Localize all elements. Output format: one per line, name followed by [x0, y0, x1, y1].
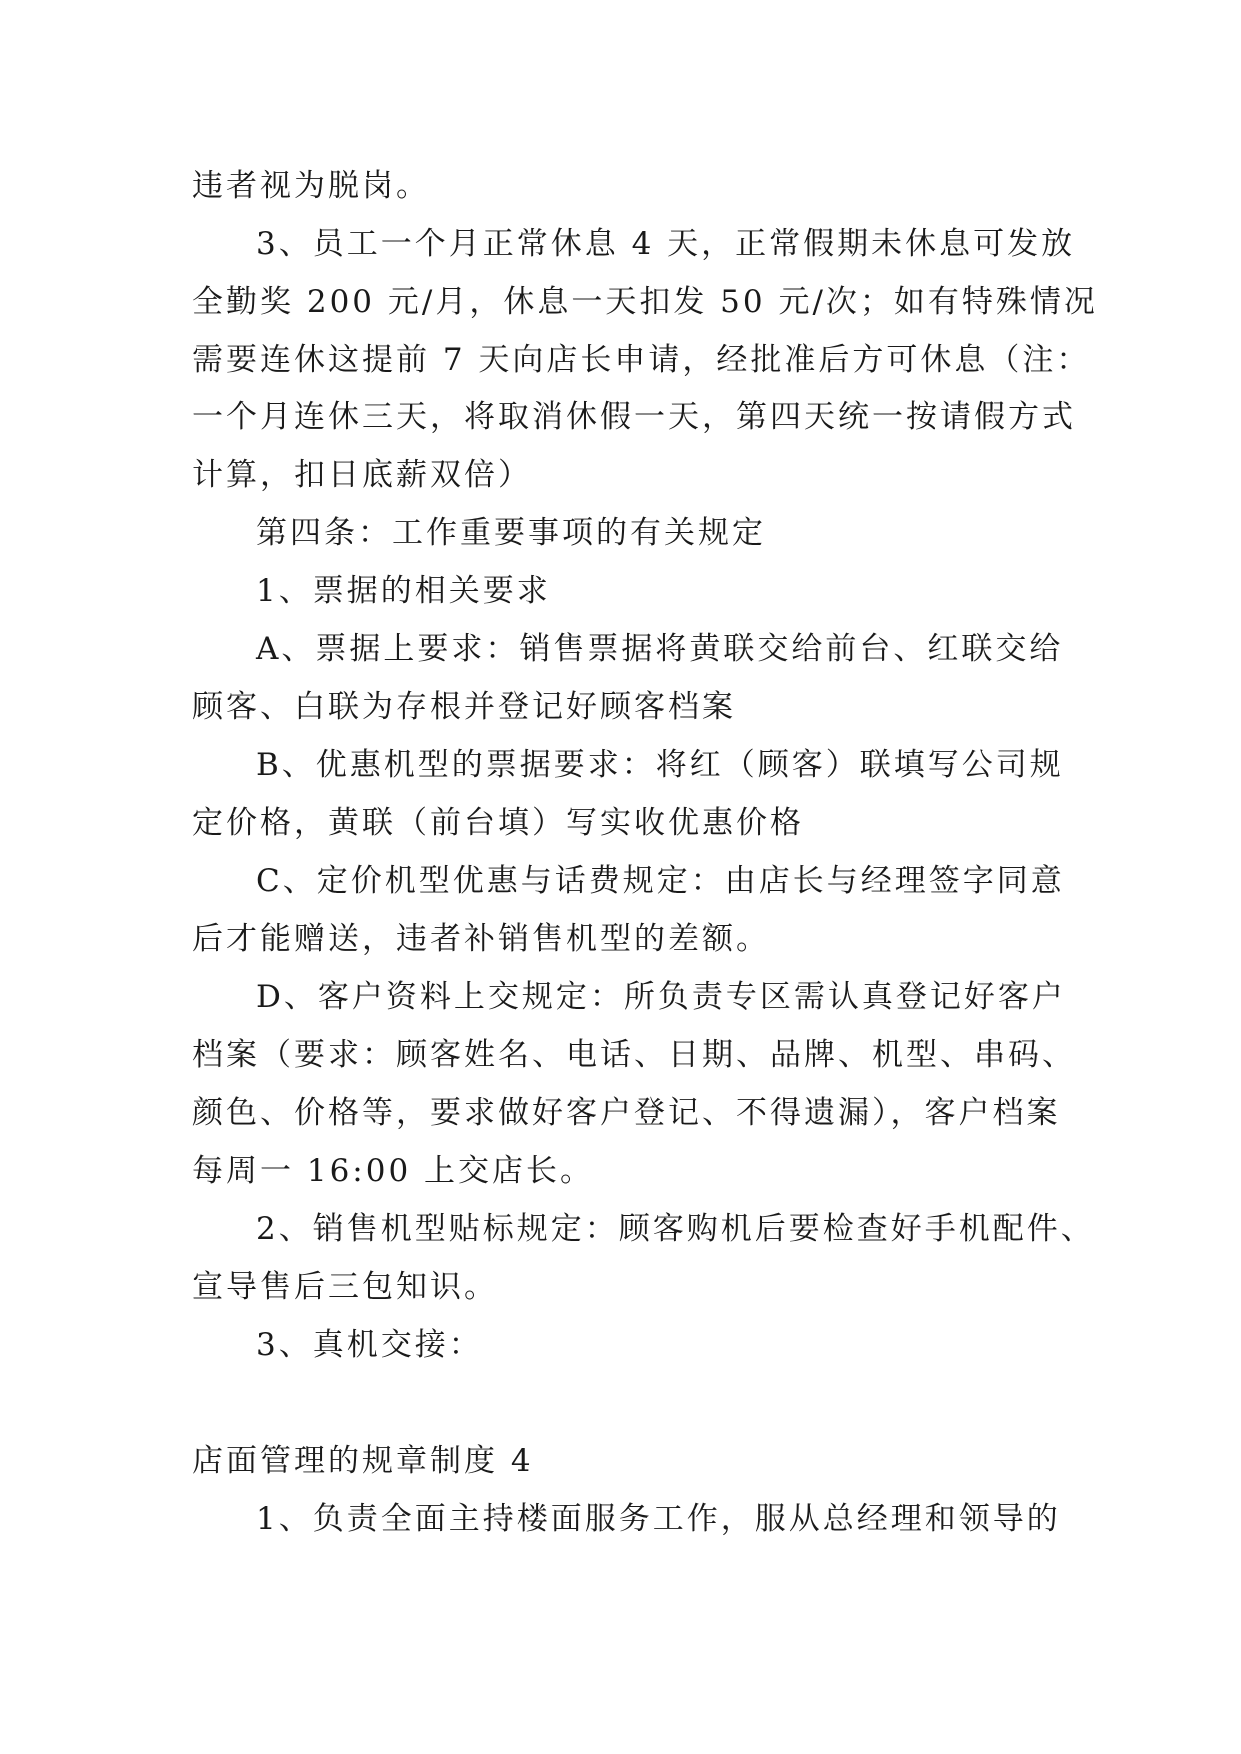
paragraph-line: 违者视为脱岗。: [192, 168, 430, 204]
paragraph-line: 3、真机交接：: [256, 1327, 483, 1363]
document-title: 店面管理的规章制度 4: [192, 1443, 534, 1479]
paragraph-line: 顾客、白联为存根并登记好顾客档案: [192, 689, 736, 725]
paragraph-line: A、票据上要求：销售票据将黄联交给前台、红联交给: [256, 631, 1064, 667]
paragraph-line: 定价格，黄联（前台填）写实收优惠价格: [192, 805, 804, 841]
paragraph-line: 颜色、价格等，要求做好客户登记、不得遗漏），客户档案: [192, 1095, 1061, 1131]
paragraph-line: 2、销售机型贴标规定：顾客购机后要检查好手机配件、: [256, 1211, 1095, 1247]
paragraph-line: D、客户资料上交规定：所负责专区需认真登记好客户: [256, 979, 1066, 1015]
paragraph-line: 需要连休这提前 7 天向店长申请，经批准后方可休息（注：: [192, 342, 1091, 378]
paragraph-line: C、定价机型优惠与话费规定：由店长与经理签字同意: [256, 863, 1065, 899]
paragraph-line: 全勤奖 200 元/月，休息一天扣发 50 元/次；如有特殊情况: [192, 284, 1098, 320]
paragraph-line: 后才能赠送，违者补销售机型的差额。: [192, 921, 770, 957]
paragraph-line: 1、票据的相关要求: [256, 573, 551, 609]
paragraph-line: 1、负责全面主持楼面服务工作，服从总经理和领导的: [256, 1501, 1061, 1537]
paragraph-line: 计算，扣日底薪双倍）: [192, 457, 532, 493]
paragraph-line: 3、员工一个月正常休息 4 天，正常假期未休息可发放: [256, 226, 1076, 262]
section-heading: 第四条：工作重要事项的有关规定: [256, 515, 766, 551]
paragraph-line: B、优惠机型的票据要求：将红（顾客）联填写公司规: [256, 747, 1064, 783]
paragraph-line: 档案（要求：顾客姓名、电话、日期、品牌、机型、串码、: [192, 1037, 1076, 1073]
paragraph-line: 一个月连休三天，将取消休假一天，第四天统一按请假方式: [192, 399, 1076, 435]
paragraph-line: 每周一 16:00 上交店长。: [192, 1153, 595, 1189]
paragraph-line: 宣导售后三包知识。: [192, 1269, 498, 1305]
